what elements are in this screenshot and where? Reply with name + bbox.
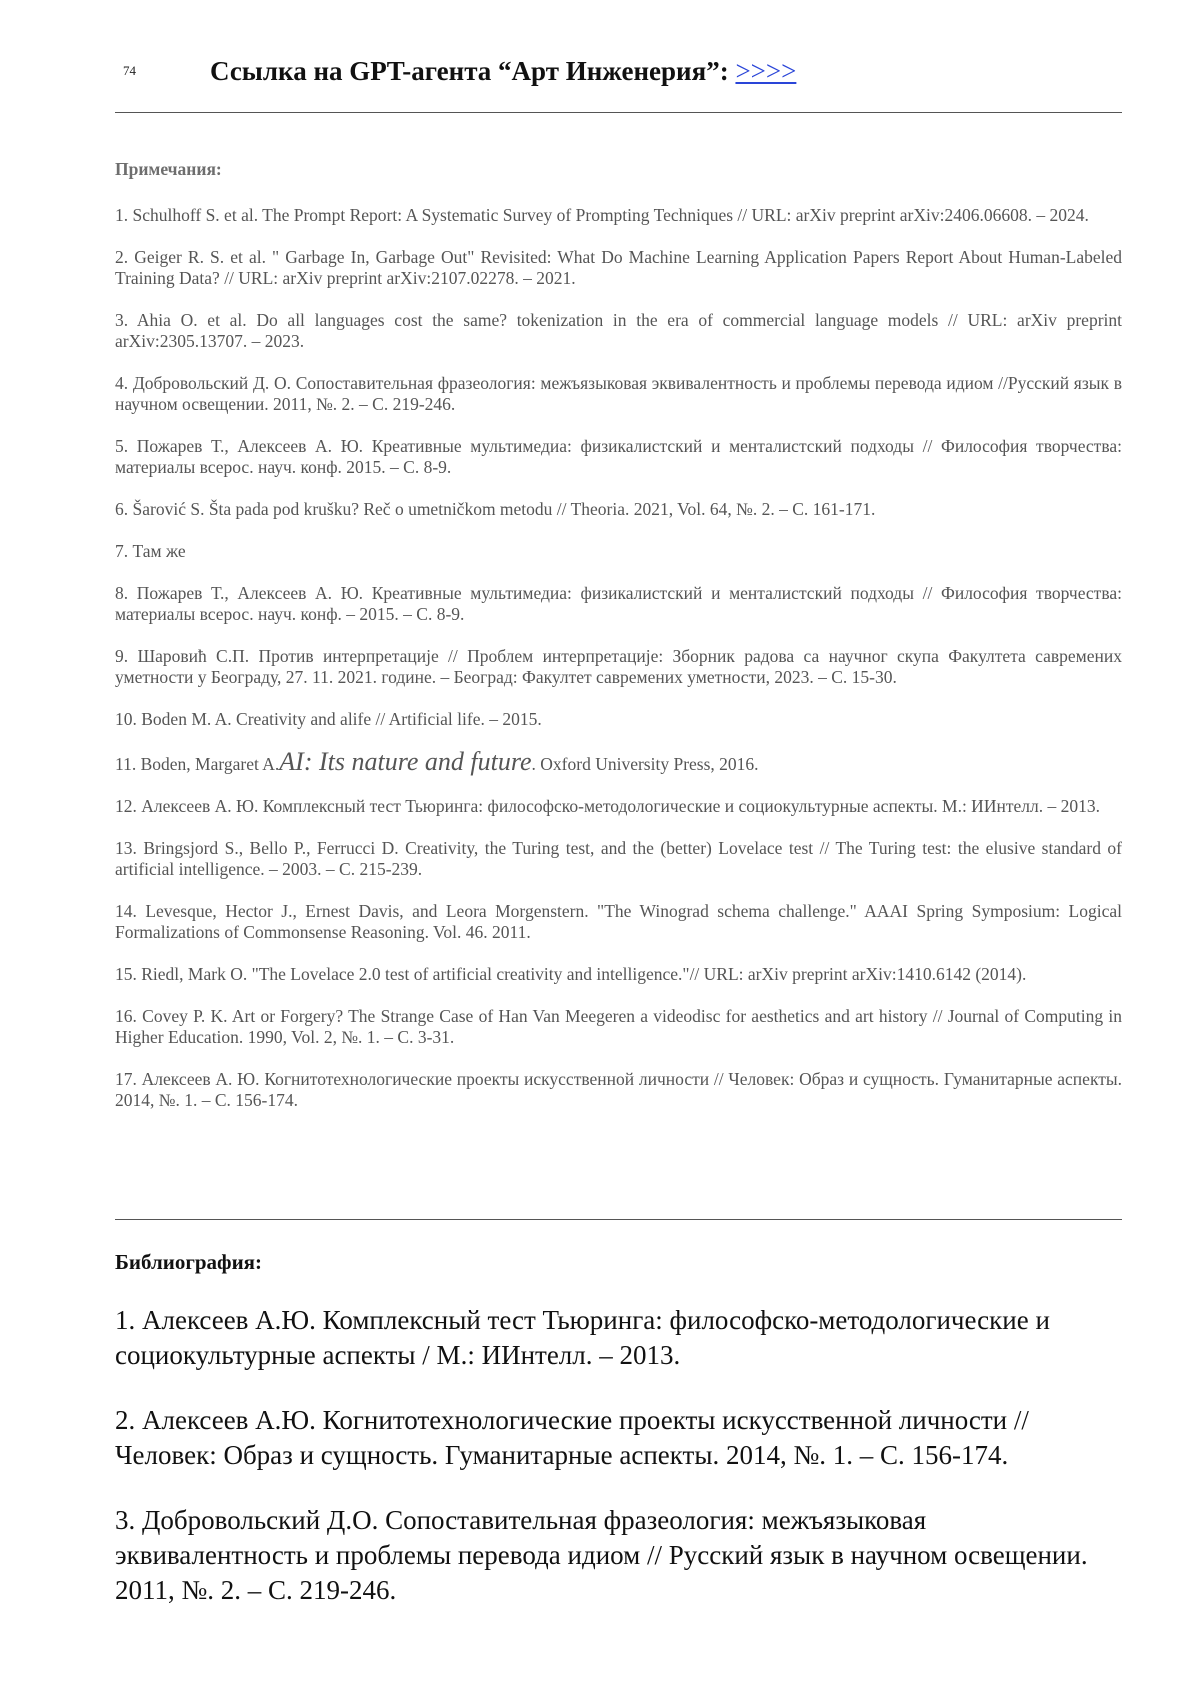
note-11-prefix: 11. Boden, Margaret A. [115,754,280,774]
note-item: 10. Boden M. A. Creativity and alife // Artificial life. – 2015. [115,709,542,729]
gpt-agent-link[interactable]: >>>> [735,56,797,86]
note-11-book-title: AI: Its nature and future [279,747,532,776]
note-item: 14. Levesque, Hector J., Ernest Davis, and Leora Morgenstern. "The Winograd schema challenge." AAAI Spring Symposium: Logical Formalizations of Commonsense Reasoning. Vol. 46. 2011. [115,901,1122,942]
note-item: 4. Добровольский Д. О. Сопоставительная фразеология: межъязыковая эквивалентность и проблемы перевода идиом //Русский язык в научном освещении. 2011, №. 2. – С. 219-246. [115,373,1122,414]
page-title [210,56,796,87]
note-item: 1. Schulhoff S. et al. The Prompt Report: A Systematic Survey of Prompting Techniques // URL: arXiv preprint arXiv:2406.06608. – 2024. [115,205,1089,225]
bibliography-item: 1. Алексеев А.Ю. Комплексный тест Тьюринга: философско-методологические и социокультурные аспекты / М.: ИИнтелл. – 2013. [115,1305,1050,1370]
note-item: 8. Пожарев Т., Алексеев А. Ю. Креативные мультимедиа: физикалистский и менталистский подходы // Философия творчества: материалы всерос. науч. конф. – 2015. – С. 8-9. [115,583,1122,624]
note-item: 9. Шаровић С.П. Против интерпретације // Проблем интерпретације: Зборник радова са научног скупа Факултета савремених уметности у Београду, 27. 11. 2021. године. – Београд: Факултет савремених уметности, 2023. – С. 15-30. [115,646,1122,687]
page-title-text: Ссылка на GPT-агента “Арт Инженерия”: [210,56,736,86]
bibliography-item: 2. Алексеев А.Ю. Когнитотехнологические проекты искусственной личности // Человек: Образ и сущность. Гуманитарные аспекты. 2014, №. 1. – С. 156-174. [115,1405,1029,1470]
note-item: 16. Covey P. K. Art or Forgery? The Strange Case of Han Van Meegeren a videodisc for aesthetics and art history // Journal of Computing in Higher Education. 1990, Vol. 2, №. 1. – С. 3-31. [115,1006,1122,1047]
note-11-suffix: . Oxford University Press, 2016. [531,754,759,774]
bibliography-item: 3. Добровольский Д.О. Сопоставительная фразеология: межъязыковая эквивалентность и проблемы перевода идиом // Русский язык в научном освещении. 2011, №. 2. – С. 219-246. [115,1505,1088,1605]
note-item: 17. Алексеев А. Ю. Когнитотехнологические проекты искусственной личности // Человек: Образ и сущность. Гуманитарные аспекты. 2014, №. 1. – С. 156-174. [115,1069,1122,1110]
page-number: 74 [123,63,136,78]
bibliography-heading: Библиография: [115,1250,263,1274]
notes-heading: Примечания: [115,159,222,179]
note-item: 3. Ahia O. et al. Do all languages cost the same? tokenization in the era of commercial language models // URL: arXiv preprint arXiv:2305.13707. – 2023. [115,310,1122,351]
notes-list [115,205,1122,1132]
note-item: 7. Там же [115,541,186,561]
note-item: 13. Bringsjord S., Bello P., Ferrucci D. Creativity, the Turing test, and the (better) Lovelace test // The Turing test: the elusive standard of artificial intelligence. – 2003. – С. 215-239. [115,838,1122,879]
note-item: 15. Riedl, Mark O. "The Lovelace 2.0 test of artificial creativity and intelligence."// URL: arXiv preprint arXiv:1410.6142 (2014). [115,964,1027,984]
note-item: 6. Šarović S. Šta pada pod krušku? Reč o umetničkom metodu // Theoria. 2021, Vol. 64, №. 2. – С. 161-171. [115,499,876,519]
header-divider [115,112,1122,113]
note-item: 12. Алексеев А. Ю. Комплексный тест Тьюринга: философско-методологические и социокультурные аспекты. М.: ИИнтелл. – 2013. [115,796,1100,816]
note-item: 5. Пожарев Т., Алексеев А. Ю. Креативные мультимедиа: физикалистский и менталистский подходы // Философия творчества: материалы всерос. науч. конф. 2015. – С. 8-9. [115,436,1122,477]
note-item: 2. Geiger R. S. et al. " Garbage In, Garbage Out" Revisited: What Do Machine Learning Application Papers Report About Human-Labeled Training Data? // URL: arXiv preprint arXiv:2107.02278. – 2021. [115,247,1122,288]
bibliography-list [115,1303,1122,1638]
note-item-11 [115,747,1122,776]
notes-divider [115,1219,1122,1220]
